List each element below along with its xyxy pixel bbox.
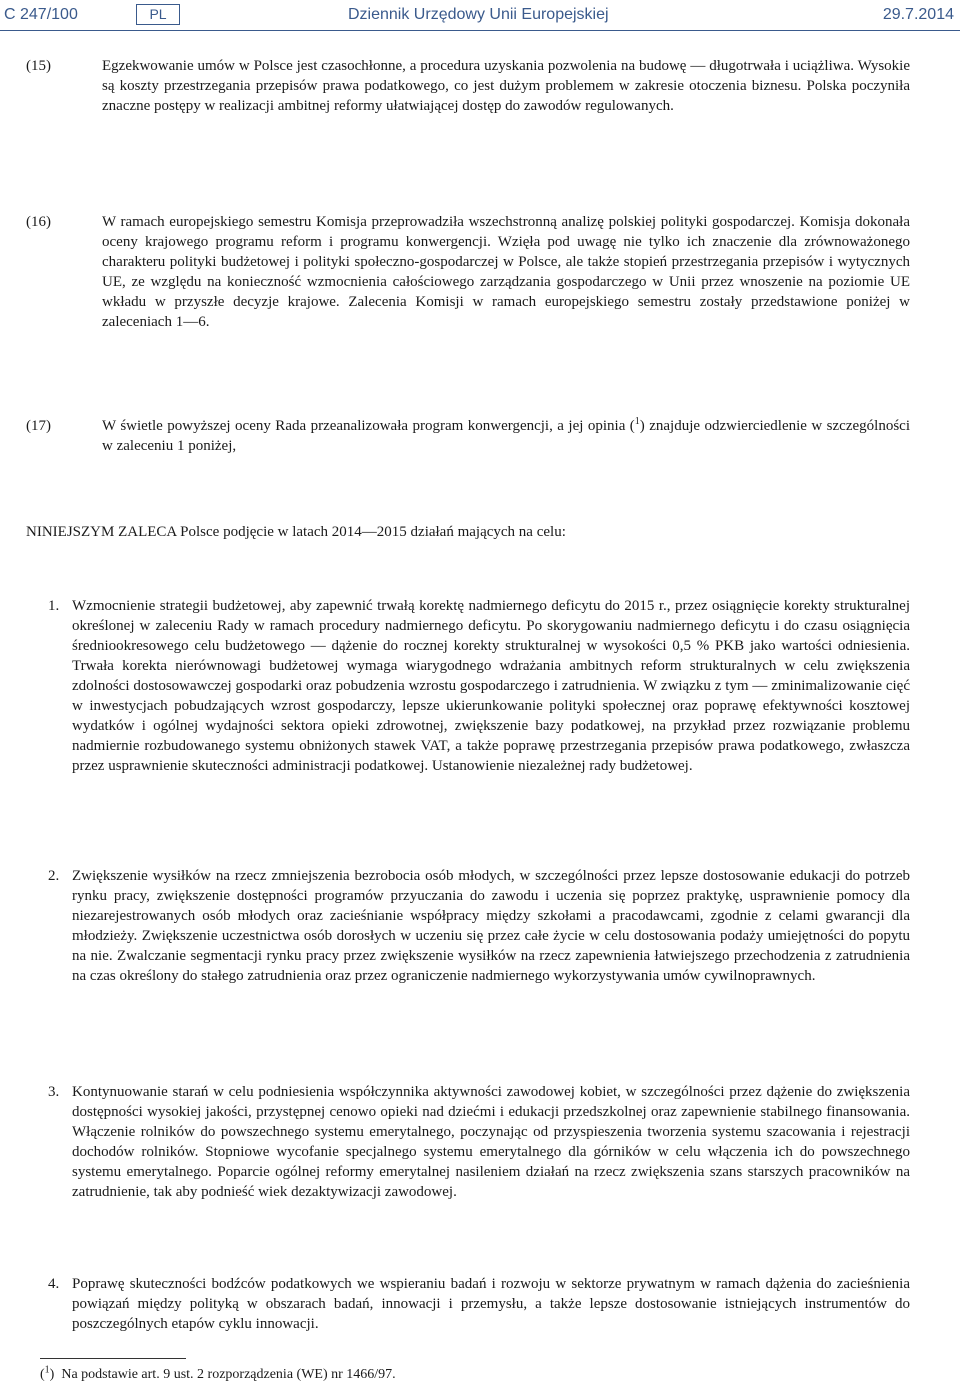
publication-date: 29.7.2014 [882, 6, 954, 23]
footnote-rule [40, 1358, 186, 1359]
language-code: PL [136, 4, 180, 25]
recommendation-caps: NINIEJSZYM ZALECA [26, 524, 177, 540]
footnote-bracket: ( [40, 1367, 45, 1382]
page-number: C 247/100 [4, 6, 78, 23]
journal-title: Dziennik Urzędowy Unii Europejskiej [348, 6, 609, 23]
item-text: Kontynuowanie starań w celu podniesienia współczynnika aktywności zawodowej kobiet, w szczególności przez dążenie do zwiększenia dostępności wysokiej jakości, przystępnej cenowo opieki nad dziećmi i edukacji przedszkolnej oraz zapewnienie stabilnego finansowania. Włączenie rolników do powszechnego systemu emerytalnego, poczynając od przyspieszenia tworzenia systemu szacowania i rejestracji dochodów rolników. Stopniowe wycofanie specjalnego systemu emerytalnego dla górników w celu włączenia ich do powszechnego systemu emerytalnego. Poparcie ogólnej reformy emerytalnej nasileniem działań na rzecz zwiększenia szans starszych pracowników na zatrudnienie, tak aby podnieść wiek dezaktywizacji zawodowej. [72, 1084, 910, 1200]
item-text: Zwiększenie wysiłków na rzecz zmniejszenia bezrobocia osób młodych, w szczególności przez lepsze dostosowanie edukacji do potrzeb rynku pracy, zwiększenie dostępności programów przyuczania do zawodu i uczenia się poprzez praktykę, usprawnienie pomocy dla niezarejestrowanych osób młodych oraz zacieśnianie współpracy między szkołami a pracodawcami, zgodnie z celami gwarancji dla młodzieży. Zwiększenie uczestnictwa osób dorosłych w uczeniu się przez całe życie w celu dostosowania podaży umiejętności do popytu na nie. Zwalczanie segmentacji rynku pracy przez zwiększenie wysiłków na rzecz zapewnienia łatwiejszego przechodzenia z zatrudnienia na czas określony do stałego zatrudnienia oraz przez ograniczenie nadmiernego wykorzystywania umów cywilnoprawnych. [72, 868, 910, 984]
footnote-text: Na podstawie art. 9 ust. 2 rozporządzenia (WE) nr 1466/97. [61, 1367, 396, 1382]
item-number: 1. [48, 598, 60, 614]
recital-text-part: W świetle powyższej oceny Rada przeanalizowała program konwergencji, a jej opinia ( [102, 418, 635, 434]
recital-text-part: ) znajduje odzwierciedlenie w szczególności w zaleceniu 1 poniżej, [102, 418, 910, 454]
footnote-bracket: ) [49, 1367, 55, 1382]
recital-number: (16) [26, 214, 51, 230]
footnote-reference[interactable]: 1 [634, 416, 640, 427]
page-header [0, 0, 960, 32]
item-text: Poprawę skuteczności bodźców podatkowych we wspieraniu badań i rozwoju w sektorze prywatnym w ramach dążenia do zacieśnienia powiązań między polityką w obszarach badań, innowacji i przemysłu, a także lepsze dostosowanie istniejących instrumentów do poszczególnych etapów cyklu innowacji. [72, 1276, 910, 1332]
recital-number: (17) [26, 418, 51, 434]
item-text: Wzmocnienie strategii budżetowej, aby zapewnić trwałą korektę nadmiernego deficytu do 2015 r., przez osiągnięcie korekty strukturalnej określonej w zaleceniu Rady w ramach procedury nadmiernego deficytu. Po skorygowaniu nadmiernego deficytu i do czasu osiągnięcia średniookresowego celu budżetowego — dążenie do rocznej korekty strukturalnej w wysokości 0,5 % PKB jako wartości odniesienia. Trwała korekta nierównowagi budżetowej wymaga wiarygodnego wdrażania ambitnych reform strukturalnych w celu zwiększenia zdolności dostosowawczej gospodarki oraz pobudzenia wzrostu gospodarczego i zatrudnienia. W związku z tym — zminimalizowanie cięć w inwestycjach pobudzających wzrost gospodarczy, lepsze ukierunkowanie polityki społecznej oraz poprawę efektywności kosztowej wydatków i ogólnej wydajności sektora opieki zdrowotnej, zwiększenie bazy podatkowej, na przykład przez rozwiązanie problemu nadmiernie rozbudowanego systemu obniżonych stawek VAT, a także poprawę przestrzegania przepisów prawa podatkowego, zwłaszcza przez usprawnienie skuteczności administracji podatkowej. Ustanowienie niezależnej rady budżetowej. [72, 598, 910, 774]
footnote-marker: 1 [44, 1364, 50, 1376]
header-rule [0, 30, 960, 31]
recital-number: (15) [26, 58, 51, 74]
item-number: 2. [48, 868, 60, 884]
footnote [40, 1366, 396, 1384]
recommendation-text: Polsce podjęcie w latach 2014—2015 działań mających na celu: [176, 524, 566, 540]
recommendation-intro [26, 522, 910, 542]
recital-text [102, 416, 910, 456]
item-number: 3. [48, 1084, 60, 1100]
item-number: 4. [48, 1276, 60, 1292]
recital-text: Egzekwowanie umów w Polsce jest czasochłonne, a procedura uzyskania pozwolenia na budowę — długotrwała i uciążliwa. Wysokie są koszty przestrzegania przepisów prawa podatkowego, co jest dużym problemem w zakresie otoczenia biznesu. Polska poczyniła znaczne postępy w realizacji ambitnej reformy ułatwiającej dostęp do zawodów regulowanych. [102, 58, 910, 114]
recital-text: W ramach europejskiego semestru Komisja przeprowadziła wszechstronną analizę polskiej polityki gospodarczej. Komisja dokonała oceny krajowego programu reform i programu konwergencji. Wzięła pod uwagę nie tylko ich znaczenie dla zrównoważonego charakteru polityki budżetowej i polityki społeczno-gospodarczej w Polsce, ale także stopień przestrzegania przepisów i wytycznych UE, ze względu na konieczność wzmocnienia całościowego zarządzania gospodarczego w Unii przez wnoszenie na poziomie UE wkładu w przyszłe decyzje krajowe. Zalecenia Komisji w ramach europejskiego semestru zostały przedstawione poniżej w zaleceniach 1—6. [102, 214, 910, 330]
